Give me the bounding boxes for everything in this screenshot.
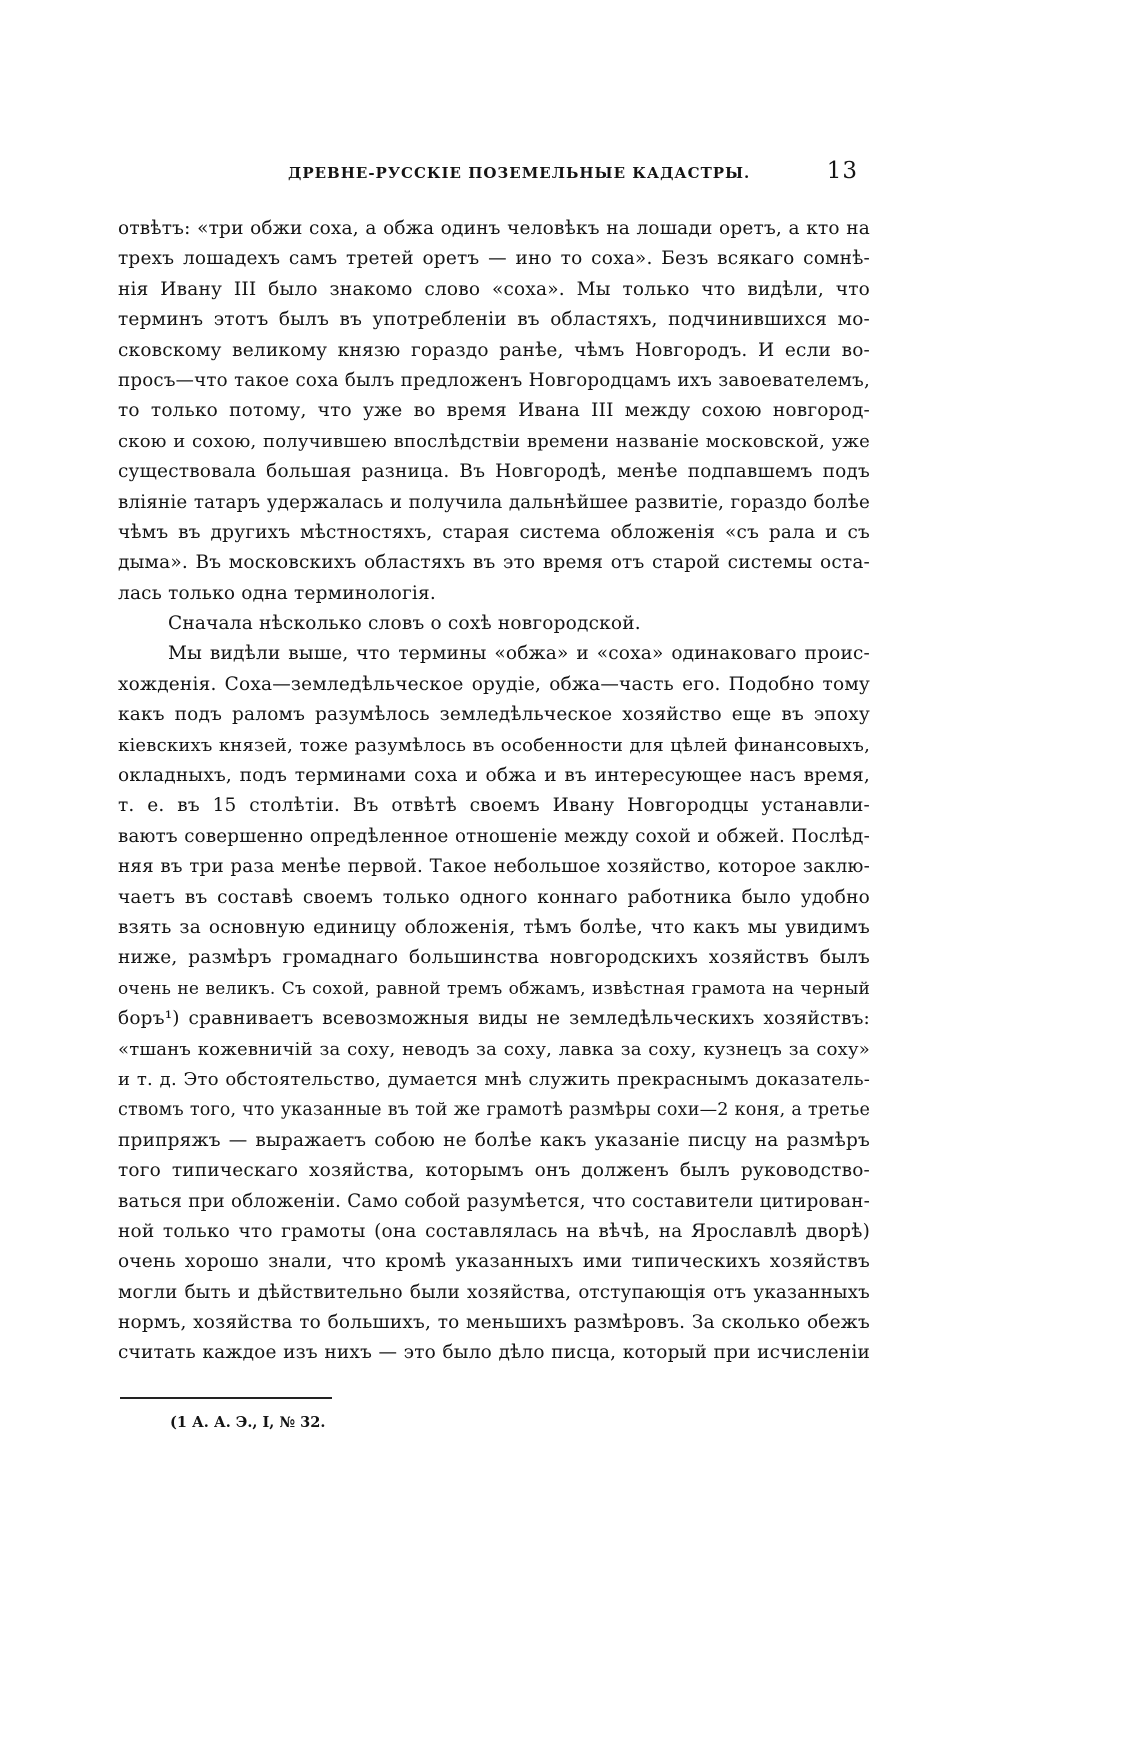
text-line: и т. д. Это обстоятельство, думается мнѣ служить прекраснымъ доказатель- <box>118 1068 870 1090</box>
text-line: ниже, размѣръ громаднаго большинства новгородскихъ хозяйствъ былъ <box>118 947 870 969</box>
footnote: (1 А. А. Э., I, № 32. <box>170 1414 326 1431</box>
text-line: дыма». Въ московскихъ областяхъ въ это время отъ старой системы оста- <box>118 552 870 574</box>
running-title: ДРЕВНЕ-РУССКІЕ ПОЗЕМЕЛЬНЫЕ КАДАСТРЫ. <box>288 164 751 182</box>
text-line: няя въ три раза менѣе первой. Такое небольшое хозяйство, которое заклю- <box>118 856 870 878</box>
text-line: хожденія. Соха—земледѣльческое орудіе, обжа—часть его. Подобно тому <box>118 673 870 695</box>
text-line: просъ—что такое соха былъ предложенъ Новгородцамъ ихъ завоевателемъ, <box>118 369 870 391</box>
text-line: считать каждое изъ нихъ — это было дѣло писца, который при исчисленіи <box>118 1342 870 1364</box>
text-line: нія Ивану III было знакомо слово «соха». Мы только что видѣли, что <box>118 278 870 300</box>
text-line: чаетъ въ составѣ своемъ только одного коннаго работника было удобно <box>118 886 870 908</box>
text-line: отвѣтъ: «три обжи соха, а обжа одинъ человѣкъ на лошади оретъ, а кто на <box>118 218 870 239</box>
text-line: чѣмъ въ другихъ мѣстностяхъ, старая система обложенія «съ рала и съ <box>118 521 870 543</box>
text-line: «тшанъ кожевничій за соху, неводъ за соху, лавка за соху, кузнецъ за соху» <box>118 1038 870 1060</box>
text-line: Сначала нѣсколько словъ о сохѣ новгородской. <box>168 613 641 635</box>
text-line: нормъ, хозяйства то большихъ, то меньшихъ размѣровъ. За сколько обежъ <box>118 1312 870 1334</box>
text-line: какъ подъ раломъ разумѣлось земледѣльческое хозяйство еще въ эпоху <box>118 704 870 726</box>
text-line: то только потому, что уже во время Ивана III между сохою новгород- <box>118 400 870 422</box>
text-line: кіевскихъ князей, тоже разумѣлось въ особенности для цѣлей финансовыхъ, <box>118 734 870 756</box>
text-line: боръ¹) сравниваетъ всевозможныя виды не земледѣльческихъ хозяйствъ: <box>118 1008 870 1030</box>
text-line: припряжъ — выражаетъ собою не болѣе какъ указаніе писцу на размѣръ <box>118 1129 870 1151</box>
body-text <box>118 214 870 1369</box>
text-line: трехъ лошадехъ самъ третей оретъ — ино то соха». Безъ всякаго сомнѣ- <box>118 248 870 270</box>
text-line: ствомъ того, что указанные въ той же грамотѣ размѣры сохи—2 коня, а третье <box>118 1100 870 1121</box>
footnote-divider <box>120 1397 332 1399</box>
text-line: сковскому великому князю гораздо ранѣе, чѣмъ Новгородъ. И если во- <box>118 339 870 361</box>
text-line: окладныхъ, подъ терминами соха и обжа и въ интересующее насъ время, <box>118 765 870 787</box>
text-line: вліяніе татаръ удержалась и получила дальнѣйшее развитіе, гораздо болѣе <box>118 491 870 513</box>
text-line: т. е. въ 15 столѣтіи. Въ отвѣтѣ своемъ Ивану Новгородцы устанавли- <box>118 795 870 817</box>
text-line: очень хорошо знали, что кромѣ указанныхъ ими типическихъ хозяйствъ <box>118 1251 870 1273</box>
text-line: ваютъ совершенно опредѣленное отношеніе между сохой и обжей. Послѣд- <box>118 825 870 847</box>
text-line: скою и сохою, получившею впослѣдствіи времени названіе московской, уже <box>118 430 870 452</box>
text-line: взять за основную единицу обложенія, тѣмъ болѣе, что какъ мы увидимъ <box>118 916 870 938</box>
text-line: могли быть и дѣйствительно были хозяйства, отступающія отъ указанныхъ <box>118 1281 870 1303</box>
text-line: существовала большая разница. Въ Новгородѣ, менѣе подпавшемъ подъ <box>118 461 870 483</box>
text-line: Мы видѣли выше, что термины «обжа» и «соха» одинаковаго проис- <box>168 643 870 665</box>
text-line: лась только одна терминологія. <box>118 582 436 604</box>
page-number: 13 <box>826 158 858 184</box>
text-line: терминъ этотъ былъ въ употребленіи въ областяхъ, подчинившихся мо- <box>118 309 870 331</box>
text-line: ной только что грамоты (она составлялась на вѣчѣ, на Ярославлѣ дворѣ) <box>118 1220 870 1242</box>
page-header <box>118 158 870 194</box>
text-line: того типическаго хозяйства, которымъ онъ долженъ былъ руководство- <box>118 1160 870 1182</box>
text-line: очень не великъ. Съ сохой, равной тремъ обжамъ, извѣстная грамота на черный <box>118 978 870 999</box>
text-line: ваться при обложеніи. Само собой разумѣется, что составители цитирован- <box>118 1190 870 1212</box>
